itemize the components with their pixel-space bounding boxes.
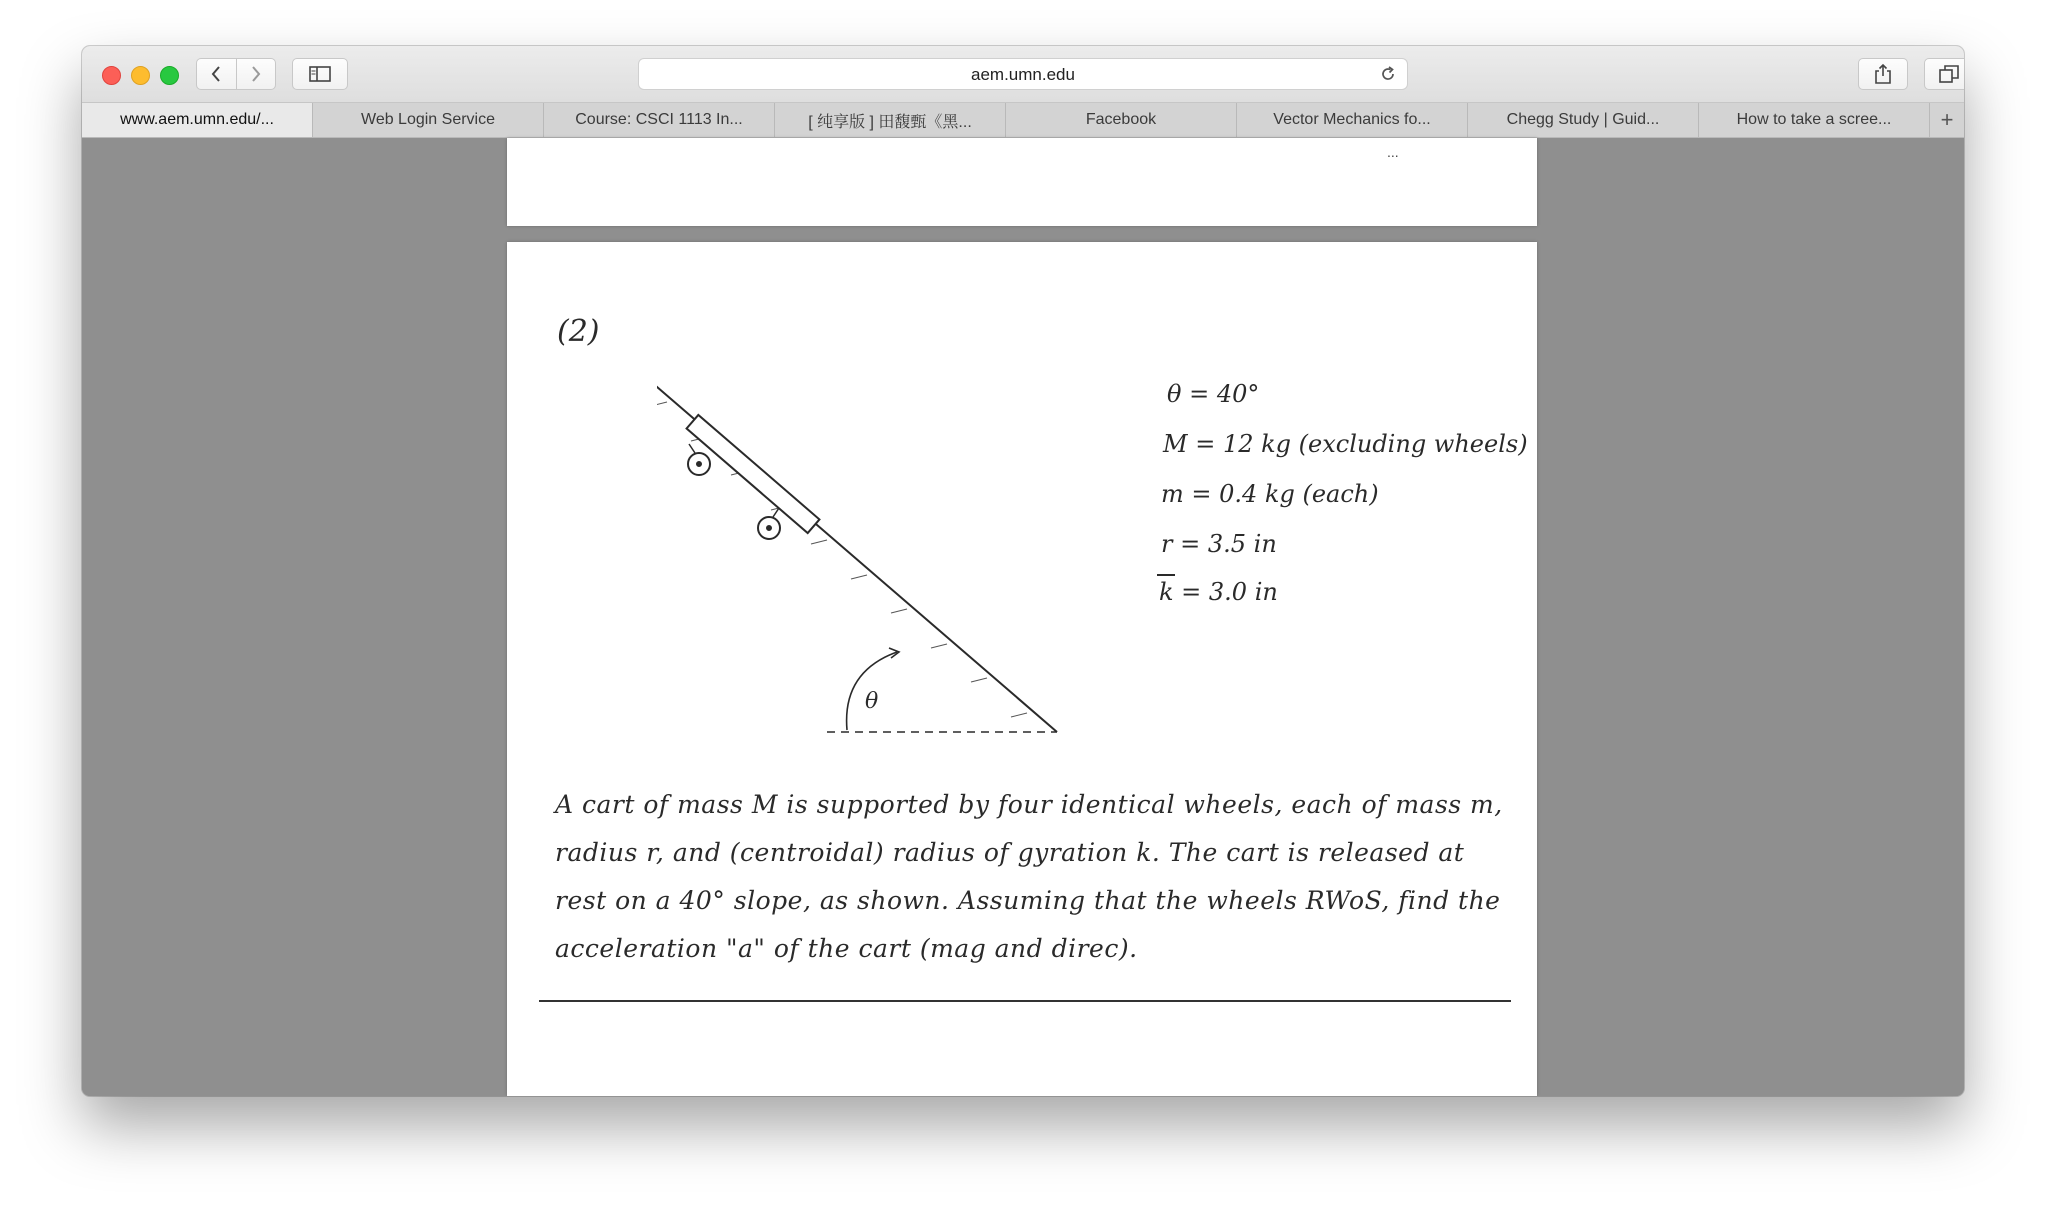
address-text: aem.umn.edu <box>971 65 1075 84</box>
given-cart-mass: M = 12 kg (excluding wheels) <box>1163 430 1528 458</box>
tab-video[interactable]: [ 纯享版 ] 田馥甄《黑... <box>775 103 1006 137</box>
tab-chegg[interactable]: Chegg Study | Guid... <box>1468 103 1699 137</box>
statement-line-4: acceleration "a" of the cart (mag and direc). <box>555 934 1138 963</box>
wheel-strut-upper <box>689 444 695 453</box>
forward-button[interactable] <box>236 59 276 89</box>
given-theta: θ = 40° <box>1167 380 1260 408</box>
navigation-buttons <box>196 58 276 90</box>
statement-line-1: A cart of mass M is supported by four identical wheels, each of mass m, <box>555 790 1503 819</box>
tab-csci-course[interactable]: Course: CSCI 1113 In... <box>544 103 775 137</box>
separator-rule <box>539 1000 1511 1002</box>
figure-theta-label: θ <box>865 689 879 714</box>
given-radius: r = 3.5 in <box>1161 530 1277 558</box>
tabs-overview-button[interactable] <box>1924 58 1964 90</box>
pdf-viewer[interactable] <box>82 138 1964 1096</box>
chevron-left-icon <box>210 65 222 83</box>
close-window-button[interactable] <box>102 66 121 85</box>
sidebar-icon <box>309 66 331 82</box>
page-ellipsis: ... <box>1387 144 1399 160</box>
back-button[interactable] <box>197 59 236 89</box>
tab-web-login[interactable]: Web Login Service <box>313 103 544 137</box>
browser-window <box>82 46 1964 1096</box>
tabs-overview-icon <box>1939 65 1959 83</box>
chevron-right-icon <box>250 65 262 83</box>
tab-vector-mechanics[interactable]: Vector Mechanics fo... <box>1237 103 1468 137</box>
wheel-lower <box>758 517 780 539</box>
statement-line-3: rest on a 40° slope, as shown. Assuming that the wheels RWoS, find the <box>555 886 1501 915</box>
minimize-window-button[interactable] <box>131 66 150 85</box>
new-tab-button[interactable]: + <box>1940 107 1954 132</box>
address-bar[interactable] <box>638 58 1408 90</box>
share-button[interactable] <box>1858 58 1908 90</box>
given-gyration: k = 3.0 in <box>1159 578 1278 606</box>
share-icon <box>1874 63 1892 85</box>
browser-toolbar <box>82 46 1964 103</box>
tab-screenshot-howto[interactable]: How to take a scree... <box>1699 103 1930 137</box>
maximize-window-button[interactable] <box>160 66 179 85</box>
cart-body <box>687 415 820 533</box>
given-wheel-mass: m = 0.4 kg (each) <box>1161 480 1379 508</box>
tab-facebook[interactable]: Facebook <box>1006 103 1237 137</box>
reload-icon[interactable] <box>1379 65 1397 83</box>
wheel-upper <box>688 453 710 475</box>
statement-line-2: radius r, and (centroidal) radius of gyration k. The cart is released at <box>555 838 1465 867</box>
pdf-page-problem <box>507 242 1537 1096</box>
incline-cart-figure <box>657 352 1097 762</box>
tab-bar <box>82 103 1964 138</box>
k-bar-overline <box>1157 574 1175 576</box>
sidebar-toggle-button[interactable] <box>292 58 348 90</box>
tab-aem[interactable]: www.aem.umn.edu/... <box>82 103 313 137</box>
problem-number: (2) <box>557 314 600 349</box>
pdf-page-previous <box>507 138 1537 226</box>
